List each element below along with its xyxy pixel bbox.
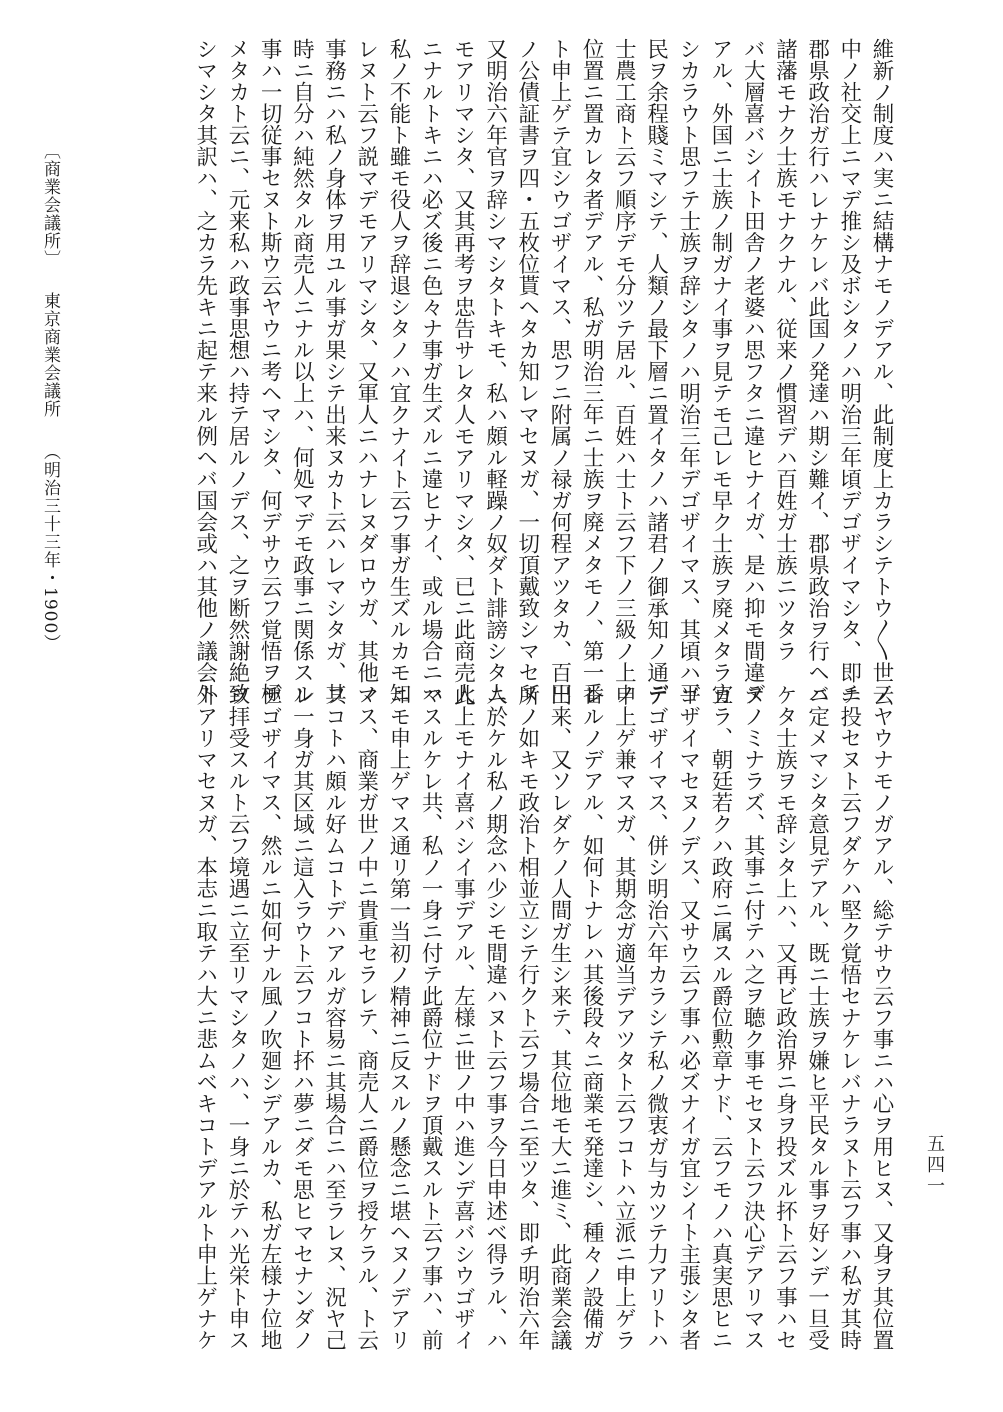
lower-text-block [189,684,897,1351]
text-column: メタカト云ニ、元来私ハ政事思想ハ持テ居ルノデス、之ヲ断然謝絶致 [224,38,250,705]
text-column: ヌノミナラズ、其事ニ付テハ之ヲ聴ク事モセヌト云フ決心デアリマス [740,684,766,1351]
upper-text-block [189,38,897,705]
text-column: マスルケレ共、私ノ一身ニ付テ此爵位ナドヲ頂戴スルト云フ事ハ、前 [418,684,444,1351]
text-column: 所ノ如キモ政治ト相並立シテ行クト云フ場合ニ至ツタ、即チ明治六年 [514,684,540,1351]
text-column: 外アリマセヌガ、本志ニ取テハ大ニ悲ムベキコトデアルト申上ゲナケ [192,684,218,1351]
text-column: レヌト云フ説マデモアリマシタ、又軍人ニハナレヌダロウガ、其他ノ [353,38,379,705]
text-column: フコトハ頗ル好ムコトデハアルガ容易ニ其場合ニハ至ラレヌ、況ヤ己 [321,684,347,1351]
text-column: 事務ニハ私ノ身体ヲ用ユル事ガ果シテ出来ヌカト云ハレマシタガ、其 [321,38,347,705]
text-column: 民ヲ余程賤ミマシテ、人類ノ最下層ニ置イタノハ諸君ノ御承知ノ通デ [643,38,669,705]
source-organization: 東京商業会議所 [40,292,60,419]
text-column: ニナルトキニハ必ズ後ニ色々ナ事ガ生ズルニ違ヒナイ、或ル場合ニハ [418,38,444,705]
text-column: 位置ニ置カレタ者デアル、私ガ明治三年ニ士族ヲ廃メタモノ、第一番 [579,38,605,705]
text-column: 申上ゲ兼マスガ、其期念ガ適当デアツタト云フコトハ立派ニ申上ゲラ [611,684,637,1351]
text-column: 又明治六年官ヲ辞シマシタトキモ、私ハ頗ル軽躁ノ奴ダト誹謗シタ人 [482,38,508,705]
source-citation [38,142,63,670]
text-column: ノ公債証書ヲ四・五枚位貰ヘタカ知レマセヌガ、一切頂戴致シマセヌ [514,38,540,705]
text-column: 時ニ自分ハ純然タル商売人ニナル以上ハ、何処マデモ政事ニ関係スル [289,38,315,705]
source-label: 〔商業会議所〕 [40,142,60,268]
page-number: 五四一 [924,1134,945,1197]
text-column: バ大層喜バシイト田舎ノ老婆ハ思フタニ違ヒナイガ、是ハ抑モ間違デ [740,38,766,705]
text-column: ヲ拝受スルト云フ境遇ニ立至リマシタノハ、一身ニ於テハ光栄ト申ス [224,684,250,1351]
text-column: ニ定メマシタ意見デアル、既ニ士族ヲ嫌ヒ平民タル事ヲ好ンデ一旦受 [804,684,830,1351]
text-column: 士農工商ト云フ順序デモ分ツテ居ル、百姓ハ士ト云フ下ノ三級ノ上ノ [611,38,637,705]
text-column: 郡県政治ガ行ハレナケレバ此国ノ発達ハ期シ難イ、郡県政治ヲ行ヘバ [804,38,830,705]
text-column: モアリマシタ、又其再考ヲ忠告サレタ人モアリマシタ、已ニ此商売人 [450,38,476,705]
source-date: （明治三十三年・1900） [40,442,60,653]
text-column: シカラウト思フテ士族ヲ辞シタノハ明治三年デゴザイマス、其頃ハ平 [675,38,701,705]
text-column: 云ヤウナモノガアル、総テサウ云フ事ニハ心ヲ用ヒヌ、又身ヲ其位置 [869,684,894,1351]
text-column: 事ハ一切従事セヌト斯ウ云ヤウニ考ヘマシタ、何デサウ云フ覚悟ヲ極 [257,38,283,705]
text-column: 諸藩モナク士族モナクナル、従来ノ慣習デハ百姓ガ士族ニツタラ [772,38,798,662]
text-column: ト申上ゲテ宜シウゴザイマス、思フニ附属ノ禄ガ何程アツタカ、百円 [546,38,572,705]
text-column: 此上モナイ喜バシイ事デアル、左様ニ世ノ中ハ進ンデ喜バシウゴザイ [450,684,476,1351]
text-column: 私ノ不能ト雖モ役人ヲ辞退シタノハ宜クナイト云フ事ガ生ズルカモ知 [385,38,411,705]
text-column: 出来、又ソレダケノ人間ガ生シ来テ、其位地モ大ニ進ミ、此商業会議 [546,684,572,1351]
text-column: ニ於ケル私ノ期念ハ少シモ間違ハヌト云フ事ヲ今日申述ベ得ラル、ハ [482,684,508,1351]
text-column: アル、外国ニ士族ノ制ガナイ事ヲ見テモ己レモ早ク士族ヲ廃メタラ宜 [707,38,733,705]
text-column: レルノデアル、如何トナレハ其後段々ニ商業モ発達シ、種々ノ設備ガ [579,684,605,1351]
text-column: マス、商業ガ世ノ中ニ貴重セラレテ、商売人ニ爵位ヲ授ケラル、ト云 [353,684,379,1351]
text-column: ニ投セヌト云フダケハ堅ク覚悟セナケレバナラヌト云フ事ハ私ガ其時 [836,684,862,1351]
text-column: デゴザイマス、然ルニ如何ナル風ノ吹廻シデアルカ、私ガ左様ナ位地 [257,684,283,1351]
text-column: カラ、朝廷若クハ政府ニ属スル爵位勲章ナド、云フモノハ真実思ヒニ [707,684,733,1351]
text-column: シマシタ其訳ハ、之カラ先キニ起テ来ル例ヘバ国会或ハ其他ノ議会ト [192,38,218,705]
text-column: ニモ申上ゲマス通リ第一当初ノ精神ニ反スルノ懸念ニ堪ヘヌノデアリ [385,684,411,1351]
text-column: ケタ士族ヲモ辞シタ上ハ、又再ビ政治界ニ身ヲ投ズル抔ト云フ事ハセ [772,684,798,1351]
text-column: 中ノ社交上ニマデ推シ及ボシタノハ明治三年頃デゴザイマシタ、即チ [836,38,862,705]
text-column: デゴザイマス、併シ明治六年カラシテ私ノ微衷ガ与カツテ力アリトハ [643,684,669,1351]
text-column: ゴザイマセヌノデス、又サウ云フ事ハ必ズナイガ宜シイト主張シタ者 [675,684,701,1351]
text-column: レ一身ガ其区域ニ這入ラウト云フコト抔ハ夢ニダモ思ヒマセナンダノ [289,684,315,1351]
text-column: 維新ノ制度ハ実ニ結構ナモノデアル、此制度上カラシテトウ〳〵世ノ [869,38,894,705]
